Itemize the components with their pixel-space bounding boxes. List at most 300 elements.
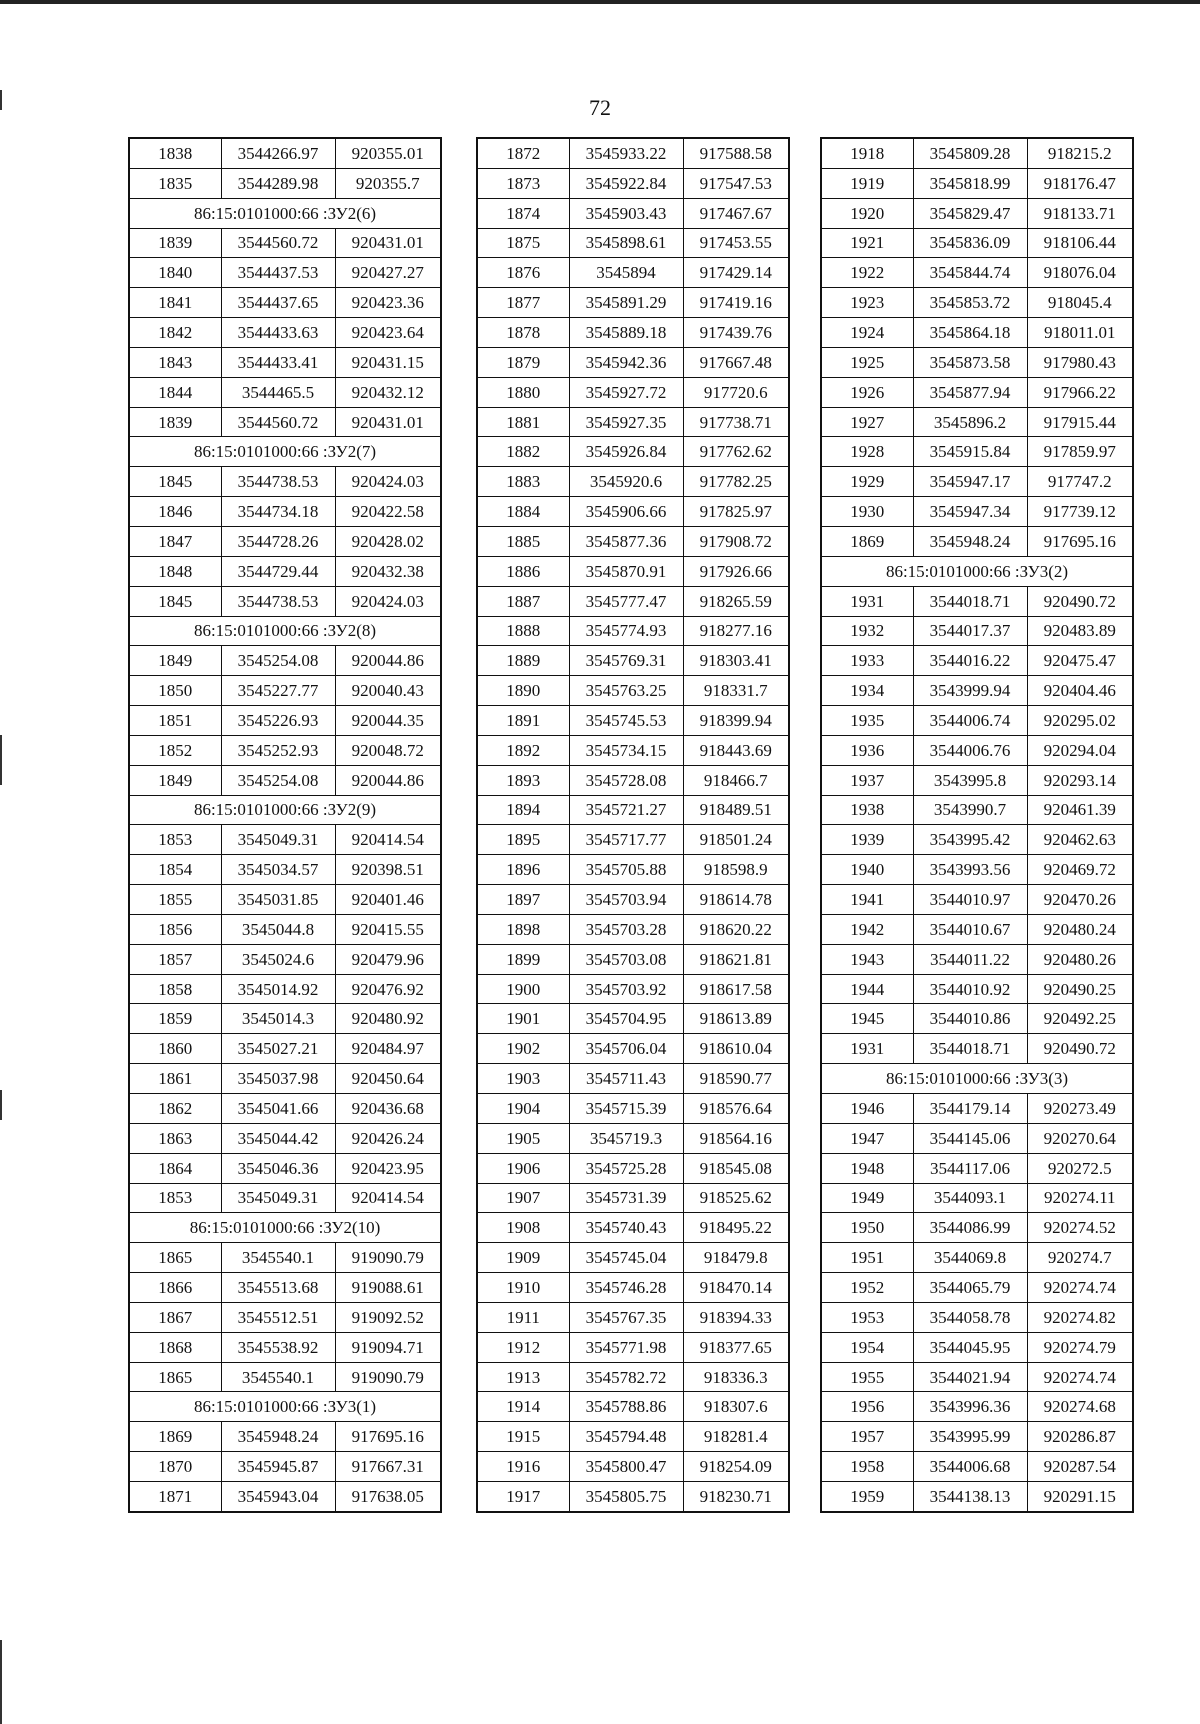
point-number-cell: 1923 [821,288,913,318]
point-number-cell: 1942 [821,914,913,944]
table-row [129,944,441,974]
x-coordinate-cell: 3545836.09 [913,228,1027,258]
x-coordinate-cell: 3544018.71 [913,586,1027,616]
point-number-cell: 1914 [477,1392,569,1422]
y-coordinate-cell: 918176.47 [1027,168,1133,198]
point-number-cell: 1894 [477,795,569,825]
x-coordinate-cell: 3544018.71 [913,1034,1027,1064]
x-coordinate-cell: 3544437.65 [221,288,335,318]
x-coordinate-cell: 3544058.78 [913,1302,1027,1332]
x-coordinate-cell: 3545044.8 [221,914,335,944]
y-coordinate-cell: 917429.14 [683,258,789,288]
point-number-cell: 1870 [129,1452,221,1482]
y-coordinate-cell: 917695.16 [335,1422,441,1452]
table-row [129,1452,441,1482]
y-coordinate-cell: 920450.64 [335,1064,441,1094]
table-row [821,377,1133,407]
point-number-cell: 1845 [129,467,221,497]
y-coordinate-cell: 920492.25 [1027,1004,1133,1034]
y-coordinate-cell: 918281.4 [683,1422,789,1452]
point-number-cell: 1957 [821,1422,913,1452]
x-coordinate-cell: 3545540.1 [221,1362,335,1392]
x-coordinate-cell: 3545864.18 [913,318,1027,348]
y-coordinate-cell: 917738.71 [683,407,789,437]
y-coordinate-cell: 920287.54 [1027,1452,1133,1482]
y-coordinate-cell: 918277.16 [683,616,789,646]
y-coordinate-cell: 920048.72 [335,735,441,765]
y-coordinate-cell: 920274.52 [1027,1213,1133,1243]
table-row [477,735,789,765]
point-number-cell: 1904 [477,1094,569,1124]
x-coordinate-cell: 3543990.7 [913,795,1027,825]
x-coordinate-cell: 3544017.37 [913,616,1027,646]
x-coordinate-cell: 3545706.04 [569,1034,683,1064]
y-coordinate-cell: 918564.16 [683,1123,789,1153]
point-number-cell: 1956 [821,1392,913,1422]
y-coordinate-cell: 917762.62 [683,437,789,467]
x-coordinate-cell: 3545721.27 [569,795,683,825]
y-coordinate-cell: 920432.12 [335,377,441,407]
y-coordinate-cell: 920294.04 [1027,735,1133,765]
point-number-cell: 1866 [129,1273,221,1303]
table-row [477,526,789,556]
y-coordinate-cell: 917695.16 [1027,526,1133,556]
table-row [129,347,441,377]
point-number-cell: 1909 [477,1243,569,1273]
x-coordinate-cell: 3544016.22 [913,646,1027,676]
x-coordinate-cell: 3545740.43 [569,1213,683,1243]
y-coordinate-cell: 920483.89 [1027,616,1133,646]
point-number-cell: 1922 [821,258,913,288]
x-coordinate-cell: 3544734.18 [221,497,335,527]
point-number-cell: 1878 [477,318,569,348]
y-coordinate-cell: 920432.38 [335,556,441,586]
point-number-cell: 1882 [477,437,569,467]
point-number-cell: 1875 [477,228,569,258]
y-coordinate-cell: 920274.74 [1027,1362,1133,1392]
table-row [821,1392,1133,1422]
y-coordinate-cell: 917419.16 [683,288,789,318]
y-coordinate-cell: 917915.44 [1027,407,1133,437]
point-number-cell: 1852 [129,735,221,765]
x-coordinate-cell: 3545703.28 [569,914,683,944]
point-number-cell: 1906 [477,1153,569,1183]
y-coordinate-cell: 918045.4 [1027,288,1133,318]
x-coordinate-cell: 3545896.2 [913,407,1027,437]
y-coordinate-cell: 920355.7 [335,168,441,198]
point-number-cell: 1934 [821,676,913,706]
table-row [477,676,789,706]
point-number-cell: 1895 [477,825,569,855]
x-coordinate-cell: 3545226.93 [221,706,335,736]
y-coordinate-cell: 919094.71 [335,1332,441,1362]
table-row [129,706,441,736]
x-coordinate-cell: 3544010.67 [913,914,1027,944]
y-coordinate-cell: 918598.9 [683,855,789,885]
point-number-cell: 1917 [477,1481,569,1511]
point-number-cell: 1929 [821,467,913,497]
x-coordinate-cell: 3545037.98 [221,1064,335,1094]
point-number-cell: 1869 [129,1422,221,1452]
table-row [477,706,789,736]
table-row [477,138,789,168]
x-coordinate-cell: 3545927.35 [569,407,683,437]
x-coordinate-cell: 3545703.94 [569,885,683,915]
x-coordinate-cell: 3545922.84 [569,168,683,198]
y-coordinate-cell: 920423.64 [335,318,441,348]
point-number-cell: 1953 [821,1302,913,1332]
point-number-cell: 1861 [129,1064,221,1094]
point-number-cell: 1838 [129,138,221,168]
y-coordinate-cell: 920480.24 [1027,914,1133,944]
table-row [129,1004,441,1034]
table-row [477,1481,789,1511]
x-coordinate-cell: 3545027.21 [221,1034,335,1064]
y-coordinate-cell: 920431.01 [335,407,441,437]
point-number-cell: 1924 [821,318,913,348]
table-row [477,825,789,855]
table-row [129,467,441,497]
y-coordinate-cell: 920401.46 [335,885,441,915]
point-number-cell: 1908 [477,1213,569,1243]
x-coordinate-cell: 3545926.84 [569,437,683,467]
point-number-cell: 1930 [821,497,913,527]
x-coordinate-cell: 3544465.5 [221,377,335,407]
x-coordinate-cell: 3545943.04 [221,1481,335,1511]
point-number-cell: 1848 [129,556,221,586]
point-number-cell: 1928 [821,437,913,467]
point-number-cell: 1915 [477,1422,569,1452]
coordinates-table-3 [820,137,1134,1513]
point-number-cell: 1872 [477,138,569,168]
cadastral-section-label: 86:15:0101000:66 :ЗУ3(1) [129,1392,441,1422]
table-row [129,1273,441,1303]
point-number-cell: 1850 [129,676,221,706]
x-coordinate-cell: 3545891.29 [569,288,683,318]
x-coordinate-cell: 3545703.92 [569,974,683,1004]
table-row [821,1481,1133,1511]
table-row [477,1302,789,1332]
x-coordinate-cell: 3545818.99 [913,168,1027,198]
y-coordinate-cell: 918076.04 [1027,258,1133,288]
y-coordinate-cell: 920490.25 [1027,974,1133,1004]
point-number-cell: 1943 [821,944,913,974]
table-row [477,556,789,586]
table-row [129,885,441,915]
y-coordinate-cell: 918590.77 [683,1064,789,1094]
section-header-row [129,616,441,646]
point-number-cell: 1940 [821,855,913,885]
y-coordinate-cell: 919088.61 [335,1273,441,1303]
y-coordinate-cell: 918620.22 [683,914,789,944]
point-number-cell: 1950 [821,1213,913,1243]
point-number-cell: 1936 [821,735,913,765]
x-coordinate-cell: 3543996.36 [913,1392,1027,1422]
section-header-row [821,1064,1133,1094]
table-row [821,1004,1133,1034]
table-row [821,765,1133,795]
x-coordinate-cell: 3545788.86 [569,1392,683,1422]
x-coordinate-cell: 3545870.91 [569,556,683,586]
table-row [129,735,441,765]
cadastral-section-label: 86:15:0101000:66 :ЗУ2(8) [129,616,441,646]
table-row [129,1481,441,1511]
x-coordinate-cell: 3545769.31 [569,646,683,676]
point-number-cell: 1933 [821,646,913,676]
x-coordinate-cell: 3545948.24 [221,1422,335,1452]
y-coordinate-cell: 918489.51 [683,795,789,825]
point-number-cell: 1857 [129,944,221,974]
y-coordinate-cell: 920480.92 [335,1004,441,1034]
y-coordinate-cell: 917859.97 [1027,437,1133,467]
table-row [129,974,441,1004]
x-coordinate-cell: 3545898.61 [569,228,683,258]
y-coordinate-cell: 920422.58 [335,497,441,527]
x-coordinate-cell: 3544433.41 [221,347,335,377]
table-row [477,1183,789,1213]
x-coordinate-cell: 3545877.36 [569,526,683,556]
point-number-cell: 1867 [129,1302,221,1332]
table-row [129,377,441,407]
point-number-cell: 1907 [477,1183,569,1213]
x-coordinate-cell: 3543995.8 [913,765,1027,795]
point-number-cell: 1935 [821,706,913,736]
x-coordinate-cell: 3545782.72 [569,1362,683,1392]
point-number-cell: 1853 [129,825,221,855]
table-row [129,676,441,706]
scan-edge-top [0,0,1200,4]
x-coordinate-cell: 3545903.43 [569,198,683,228]
x-coordinate-cell: 3545731.39 [569,1183,683,1213]
y-coordinate-cell: 920490.72 [1027,586,1133,616]
table-row [477,1422,789,1452]
y-coordinate-cell: 917926.66 [683,556,789,586]
table-row [477,1243,789,1273]
point-number-cell: 1900 [477,974,569,1004]
y-coordinate-cell: 919090.79 [335,1362,441,1392]
y-coordinate-cell: 917638.05 [335,1481,441,1511]
x-coordinate-cell: 3545014.3 [221,1004,335,1034]
point-number-cell: 1911 [477,1302,569,1332]
y-coordinate-cell: 917966.22 [1027,377,1133,407]
x-coordinate-cell: 3544138.13 [913,1481,1027,1511]
x-coordinate-cell: 3545711.43 [569,1064,683,1094]
table-row [129,646,441,676]
point-number-cell: 1873 [477,168,569,198]
y-coordinate-cell: 918613.89 [683,1004,789,1034]
point-number-cell: 1898 [477,914,569,944]
x-coordinate-cell: 3544045.95 [913,1332,1027,1362]
point-number-cell: 1874 [477,198,569,228]
table-row [129,586,441,616]
point-number-cell: 1913 [477,1362,569,1392]
table-row [821,168,1133,198]
x-coordinate-cell: 3544006.74 [913,706,1027,736]
table-row [129,407,441,437]
x-coordinate-cell: 3545227.77 [221,676,335,706]
point-number-cell: 1938 [821,795,913,825]
x-coordinate-cell: 3544010.86 [913,1004,1027,1034]
y-coordinate-cell: 920274.7 [1027,1243,1133,1273]
table-row [821,706,1133,736]
y-coordinate-cell: 917453.55 [683,228,789,258]
table-row [821,944,1133,974]
table-row [821,855,1133,885]
table-row [821,1422,1133,1452]
x-coordinate-cell: 3544006.68 [913,1452,1027,1482]
point-number-cell: 1892 [477,735,569,765]
section-header-row [129,198,441,228]
y-coordinate-cell: 920414.54 [335,825,441,855]
table-row [129,1094,441,1124]
y-coordinate-cell: 917588.58 [683,138,789,168]
table-row [821,1332,1133,1362]
point-number-cell: 1879 [477,347,569,377]
x-coordinate-cell: 3545948.24 [913,526,1027,556]
y-coordinate-cell: 918610.04 [683,1034,789,1064]
y-coordinate-cell: 918215.2 [1027,138,1133,168]
x-coordinate-cell: 3545853.72 [913,288,1027,318]
point-number-cell: 1954 [821,1332,913,1362]
x-coordinate-cell: 3545809.28 [913,138,1027,168]
point-number-cell: 1851 [129,706,221,736]
point-number-cell: 1885 [477,526,569,556]
point-number-cell: 1865 [129,1362,221,1392]
y-coordinate-cell: 917825.97 [683,497,789,527]
cadastral-section-label: 86:15:0101000:66 :ЗУ2(9) [129,795,441,825]
y-coordinate-cell: 920431.01 [335,228,441,258]
page-number: 72 [589,95,611,120]
y-coordinate-cell: 917908.72 [683,526,789,556]
table-row [477,1123,789,1153]
x-coordinate-cell: 3545920.6 [569,467,683,497]
y-coordinate-cell: 920355.01 [335,138,441,168]
x-coordinate-cell: 3545728.08 [569,765,683,795]
x-coordinate-cell: 3544065.79 [913,1273,1027,1303]
y-coordinate-cell: 918443.69 [683,735,789,765]
y-coordinate-cell: 917782.25 [683,467,789,497]
x-coordinate-cell: 3545771.98 [569,1332,683,1362]
x-coordinate-cell: 3544021.94 [913,1362,1027,1392]
x-coordinate-cell: 3544086.99 [913,1213,1027,1243]
y-coordinate-cell: 918479.8 [683,1243,789,1273]
table-row [129,168,441,198]
point-number-cell: 1903 [477,1064,569,1094]
x-coordinate-cell: 3545715.39 [569,1094,683,1124]
x-coordinate-cell: 3543995.42 [913,825,1027,855]
table-row [821,1213,1133,1243]
table-row [821,467,1133,497]
table-row [129,1153,441,1183]
point-number-cell: 1931 [821,586,913,616]
point-number-cell: 1937 [821,765,913,795]
x-coordinate-cell: 3544006.76 [913,735,1027,765]
y-coordinate-cell: 918501.24 [683,825,789,855]
x-coordinate-cell: 3545894 [569,258,683,288]
x-coordinate-cell: 3544010.92 [913,974,1027,1004]
x-coordinate-cell: 3545800.47 [569,1452,683,1482]
section-header-row [821,556,1133,586]
point-number-cell: 1901 [477,1004,569,1034]
y-coordinate-cell: 917439.76 [683,318,789,348]
y-coordinate-cell: 918331.7 [683,676,789,706]
x-coordinate-cell: 3545889.18 [569,318,683,348]
x-coordinate-cell: 3544729.44 [221,556,335,586]
point-number-cell: 1893 [477,765,569,795]
y-coordinate-cell: 920270.64 [1027,1123,1133,1153]
table-row [821,437,1133,467]
x-coordinate-cell: 3545014.92 [221,974,335,1004]
y-coordinate-cell: 920274.11 [1027,1183,1133,1213]
y-coordinate-cell: 918617.58 [683,974,789,1004]
y-coordinate-cell: 918133.71 [1027,198,1133,228]
point-number-cell: 1926 [821,377,913,407]
table-row [477,467,789,497]
x-coordinate-cell: 3545538.92 [221,1332,335,1362]
x-coordinate-cell: 3545774.93 [569,616,683,646]
table-row [477,1332,789,1362]
table-row [821,1273,1133,1303]
x-coordinate-cell: 3544560.72 [221,228,335,258]
point-number-cell: 1847 [129,526,221,556]
table-row [129,228,441,258]
y-coordinate-cell: 918466.7 [683,765,789,795]
x-coordinate-cell: 3545254.08 [221,646,335,676]
y-coordinate-cell: 920286.87 [1027,1422,1133,1452]
point-number-cell: 1959 [821,1481,913,1511]
table-row [821,825,1133,855]
y-coordinate-cell: 920470.26 [1027,885,1133,915]
point-number-cell: 1888 [477,616,569,646]
y-coordinate-cell: 917980.43 [1027,347,1133,377]
section-header-row [129,1392,441,1422]
x-coordinate-cell: 3544093.1 [913,1183,1027,1213]
y-coordinate-cell: 918336.3 [683,1362,789,1392]
point-number-cell: 1884 [477,497,569,527]
point-number-cell: 1958 [821,1452,913,1482]
point-number-cell: 1931 [821,1034,913,1064]
table-row [477,646,789,676]
y-coordinate-cell: 920423.95 [335,1153,441,1183]
x-coordinate-cell: 3544728.26 [221,526,335,556]
point-number-cell: 1946 [821,1094,913,1124]
point-number-cell: 1868 [129,1332,221,1362]
x-coordinate-cell: 3545763.25 [569,676,683,706]
point-number-cell: 1925 [821,347,913,377]
x-coordinate-cell: 3545034.57 [221,855,335,885]
point-number-cell: 1920 [821,198,913,228]
x-coordinate-cell: 3545767.35 [569,1302,683,1332]
table-row [477,1392,789,1422]
y-coordinate-cell: 918614.78 [683,885,789,915]
x-coordinate-cell: 3544738.53 [221,467,335,497]
table-row [821,497,1133,527]
x-coordinate-cell: 3544117.06 [913,1153,1027,1183]
point-number-cell: 1860 [129,1034,221,1064]
table-row [477,1273,789,1303]
table-row [821,1123,1133,1153]
x-coordinate-cell: 3545725.28 [569,1153,683,1183]
cadastral-section-label: 86:15:0101000:66 :ЗУ3(2) [821,556,1133,586]
section-header-row [129,437,441,467]
y-coordinate-cell: 920436.68 [335,1094,441,1124]
x-coordinate-cell: 3545044.42 [221,1123,335,1153]
cadastral-section-label: 86:15:0101000:66 :ЗУ2(10) [129,1213,441,1243]
point-number-cell: 1947 [821,1123,913,1153]
table-row [129,1123,441,1153]
y-coordinate-cell: 920044.86 [335,765,441,795]
table-row [821,1094,1133,1124]
